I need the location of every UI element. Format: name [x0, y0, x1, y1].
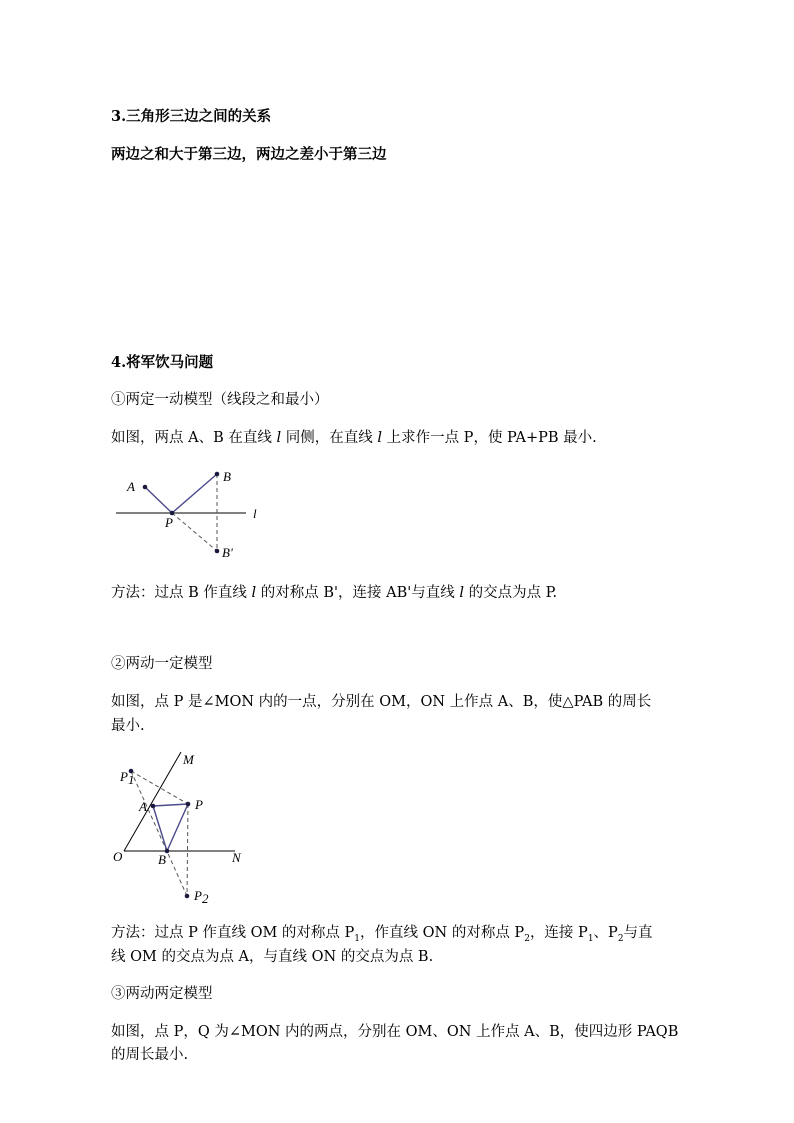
segment-pb: [172, 474, 217, 513]
model-2-title: ②两动一定模型: [111, 656, 213, 672]
label-b: B: [223, 469, 231, 484]
label-b-prime: B': [222, 545, 233, 560]
label-p1: P1: [120, 769, 135, 787]
model-3-description-line-1: 如图，点 P，Q 为∠MON 内的两点，分别在 OM、ON 上作点 A、B，使四边形 PAQB: [111, 1024, 679, 1040]
label-l: l: [253, 506, 257, 521]
segment-ab: [153, 806, 167, 851]
segment-pb-prime: [172, 513, 217, 551]
segment-p-p2: [187, 804, 188, 896]
section-4-heading: 4.将军饮马问题: [111, 354, 214, 371]
section-3-statement: 两边之和大于第三边，两边之差小于第三边: [111, 146, 387, 163]
model-3-description-line-2: 的周长最小.: [111, 1047, 189, 1063]
point-b-prime: [215, 549, 220, 554]
label-p2: P2: [194, 888, 209, 906]
model-2-description-line-2: 最小.: [111, 718, 145, 734]
label-n: N: [232, 850, 241, 865]
point-b: [215, 472, 220, 477]
segment-ap: [145, 487, 172, 513]
model-2-figure: [110, 748, 250, 908]
model-1-description: 如图，两点 A、B 在直线 l 同侧，在直线 l 上求作一点 P，使 PA+PB 最小.: [111, 430, 597, 446]
point-p2: [185, 894, 190, 899]
model-1-title: ①两定一动模型（线段之和最小）: [111, 392, 329, 408]
label-a: A: [139, 799, 147, 814]
point-a: [151, 804, 156, 809]
segment-ap: [153, 804, 188, 806]
model-2-description-line-1: 如图，点 P 是∠MON 内的一点，分别在 OM，ON 上作点 A、B，使△PAB 的周长: [111, 694, 652, 710]
point-a: [143, 485, 148, 490]
model-2-method-line-1: 方法：过点 P 作直线 OM 的对称点 $P_1$，作直线 ON 的对称点 $P_2$，连接 $P_1$、$P_2$与直: [111, 925, 653, 944]
model-1-method: 方法：过点 B 作直线 l 的对称点 B'，连接 AB'与直线 l 的交点为点 P.: [111, 585, 558, 601]
label-p: P: [165, 515, 173, 530]
label-m: M: [183, 752, 194, 767]
segment-bp: [167, 804, 188, 851]
model-3-title: ③两动两定模型: [111, 986, 213, 1002]
ray-om: [124, 752, 181, 851]
label-a: A: [127, 479, 135, 494]
label-o: O: [113, 849, 123, 864]
section-3-heading: 3.三角形三边之间的关系: [111, 108, 272, 125]
point-p: [186, 802, 191, 807]
model-2-method-line-2: 线 OM 的交点为点 A，与直线 ON 的交点为点 B.: [111, 949, 434, 965]
label-p: P: [195, 797, 203, 812]
label-b: B: [158, 852, 166, 867]
model-1-figure: [110, 462, 270, 562]
